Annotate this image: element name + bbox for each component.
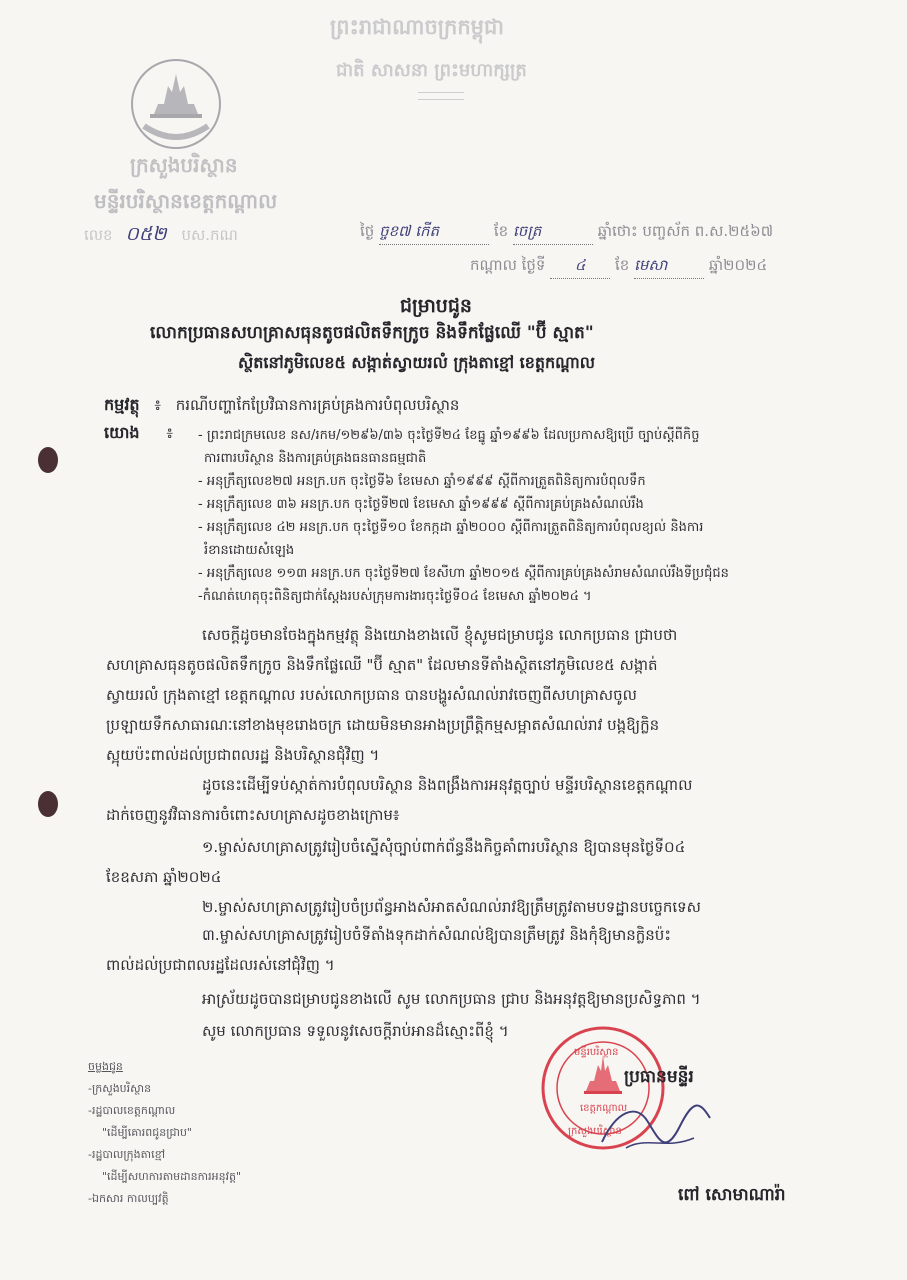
cc-item: -ក្រសួងបរិស្ថាន: [88, 1082, 152, 1095]
handwritten-signature: [596, 1092, 716, 1162]
solar-month-value: មេសា: [634, 256, 704, 279]
measure-item-3: [106, 920, 846, 980]
recipient-intro: ជម្រាបជូន: [400, 295, 472, 317]
national-motto: ជាតិ សាសនា ព្រះមហាក្សត្រ: [336, 60, 527, 81]
reference-item: ការពារបរិស្ថាន និងការគ្រប់គ្រងធនធានធម្មជាតិ: [204, 451, 427, 466]
recipient-address: ស្ថិតនៅភូមិលេខ៥ សង្កាត់ស្វាយរលំ ក្រុងតាខ្មៅ ខេត្តកណ្តាល: [238, 353, 596, 372]
solar-month-prefix: ខែ: [615, 256, 630, 274]
reference-label: យោង: [104, 423, 140, 442]
body-line: សហគ្រាសធុនតូចផលិតទឹកក្រូច និងទឹកផ្លែឈើ "ប៊ី ស្មាត" ដែលមានទីតាំងស្ថិតនៅភូមិលេខ៥ សង្កាត់: [106, 656, 658, 674]
solar-date-line: [470, 256, 767, 279]
cc-item: "ដើម្បីគោរពជូនជ្រាប": [102, 1126, 192, 1139]
reference-label-row: [104, 422, 173, 446]
reference-item: - អនុក្រឹត្យលេខ ៣៦ អនក្រ.បក ចុះថ្ងៃទី២៧ ខែមេសា ឆ្នាំ១៩៩៩ ស្តីពីការគ្រប់គ្រងសំណល់រឹង: [198, 497, 644, 512]
subject-colon: ៖: [154, 396, 161, 414]
reference-item: -កំណត់ហេតុចុះពិនិត្យជាក់ស្តែងរបស់ក្រុមការងារចុះថ្ងៃទី០៤ ខែមេសា ឆ្នាំ២០២៤ ។: [198, 589, 592, 604]
cc-block: [88, 1056, 241, 1210]
binder-hole-bottom: [38, 791, 58, 817]
cc-item: -រដ្ឋបាលខេត្តកណ្តាល: [88, 1104, 176, 1117]
stamp-text-bottom: ក្រសួងបរិស្ថាន: [568, 1126, 622, 1137]
reference-item: - អនុក្រឹត្យលេខ ១១៣ អនក្រ.បក ចុះថ្ងៃទី២៧ ខែសីហា ឆ្នាំ២០១៥ ស្តីពីការគ្រប់គ្រងសំរាមសំណល់រឹងទីប្រជុំជន: [198, 566, 729, 581]
body-line: ស្វាយរលំ ក្រុងតាខ្មៅ ខេត្តកណ្តាល របស់លោកប្រធាន បានបង្ហូរសំណល់រាវចេញពីសហគ្រាសចូល: [106, 686, 637, 704]
lunar-month-value: ចេត្រ: [513, 222, 593, 245]
ministry-name: ក្រសួងបរិស្ថាន: [130, 153, 238, 177]
stamp-text-mid: ខេត្តកណ្តាល: [580, 1103, 628, 1114]
measure-line: ពាល់ដល់ប្រជាពលរដ្ឋដែលរស់នៅជុំវិញ ។: [106, 956, 335, 974]
reference-item: - ព្រះរាជក្រមលេខ នស/រកម/១២៩៦/៣៦ ចុះថ្ងៃទី២៤ ខែធ្នូ ឆ្នាំ១៩៩៦ ដែលប្រកាសឱ្យប្រើ ច្បាប់ស្តីពីកិច្ច: [198, 428, 700, 443]
body-paragraph-2: [106, 770, 846, 830]
cc-item: -ឯកសារ កាលប្បវត្តិ: [88, 1192, 169, 1205]
reference-item: - អនុក្រឹត្យលេខ២៧ អនក្រ.បក ចុះថ្ងៃទី៦ ខែមេសា ឆ្នាំ១៩៩៩ ស្តីពីការត្រួតពិនិត្យការបំពុលទឹក: [198, 474, 646, 489]
lunar-month-prefix: ខែ: [493, 222, 509, 240]
body-line: សេចក្តីដូចមានចែងក្នុងកម្មវត្ថុ និងយោងខាងលើ ខ្ញុំសូមជម្រាបជូន លោកប្រធាន ជ្រាបថា: [202, 626, 678, 644]
reference-item: រំខានដោយសំឡេង: [204, 543, 295, 558]
measure-item-2: ២.ម្ចាស់សហគ្រាសត្រូវរៀបចំប្រព័ន្ធអាងសំអាតសំណល់រាវឱ្យត្រឹមត្រូវតាមបទដ្ឋានបច្ចេកទេស: [202, 898, 701, 916]
lunar-day-value: ច្ចខ៧ កើត: [379, 222, 489, 245]
subject-row: [104, 394, 459, 418]
lunar-date-line: [360, 222, 773, 245]
body-paragraph-1: [106, 620, 846, 770]
solar-day-value: ៤: [550, 256, 610, 279]
letter-number-suffix: បស.កណ: [181, 226, 238, 244]
body-line: ដាក់ចេញនូវវិធានការចំពោះសហគ្រាសដូចខាងក្រោម៖: [106, 806, 400, 824]
subject-label: កម្មវត្ថុ: [104, 395, 140, 414]
reference-item: - អនុក្រឹត្យលេខ ៤២ អនក្រ.បក ចុះថ្ងៃទី១០ ខែកក្កដា ឆ្នាំ២០០០ ស្តីពីការត្រួតពិនិត្យការបំពុលខ្យល់ និងការ: [198, 520, 704, 535]
subject-text: ករណីបញ្ហាកែប្រែវិធានការគ្រប់គ្រងការបំពុលបរិស្ថាន: [175, 396, 460, 414]
reference-colon: ៖: [166, 424, 173, 442]
closing-line-2: សូម លោកប្រធាន ទទួលនូវសេចក្តីរាប់អានដ៏ស្មោះពីខ្ញុំ ។: [202, 1022, 509, 1040]
letter-number-value: ០៥២: [125, 223, 167, 245]
motto-ornament: [418, 92, 464, 100]
body-line: ដូចនេះដើម្បីទប់ស្កាត់ការបំពុលបរិស្ថាន និងពង្រឹងការអនុវត្តច្បាប់ មន្ទីរបរិស្ថានខេត្តកណ្តាល: [202, 776, 693, 794]
measure-item-1: [106, 832, 846, 892]
lunar-day-prefix: ថ្ងៃ: [360, 222, 375, 240]
body-line: ស្អុយប៉ះពាល់ដល់ប្រជាពលរដ្ឋ និងបរិស្ថានជុំវិញ ។: [106, 746, 380, 764]
letter-number: [84, 222, 238, 250]
measure-line: ១.ម្ចាស់សហគ្រាសត្រូវរៀបចំស្នើសុំច្បាប់ពាក់ព័ន្ធនឹងកិច្ចគាំពារបរិស្ថាន ឱ្យបានមុនថ្ងៃទី០៤: [202, 838, 686, 856]
solar-place: កណ្តាល ថ្ងៃទី: [470, 256, 546, 274]
body-line: ប្រឡាយទឹកសាធារណៈនៅខាងមុខរោងចក្រ ដោយមិនមានអាងប្រព្រឹត្តិកម្មសម្អាតសំណល់រាវ បង្កឱ្យក្លិន: [106, 716, 660, 734]
letter-number-prefix: លេខ: [84, 226, 113, 244]
recipient-name: លោកប្រធានសហគ្រាសធុនតូចផលិតទឹកក្រូច និងទឹកផ្លែឈើ "ប៊ី ស្មាត": [150, 323, 594, 343]
department-name: មន្ទីរបរិស្ថានខេត្តកណ្តាល: [94, 189, 278, 213]
lunar-year: ឆ្នាំថោះ បញ្ចស័ក ព.ស.២៥៦៧: [597, 222, 774, 240]
cc-item: "ដើម្បីសហការតាមដានការអនុវត្ត": [102, 1170, 242, 1183]
reference-list: [198, 424, 858, 608]
closing-line-1: អាស្រ័យដូចបានជម្រាបជូនខាងលើ សូម លោកប្រធាន ជ្រាប និងអនុវត្តឱ្យមានប្រសិទ្ធភាព ។: [202, 990, 701, 1008]
signatory-name: ពៅ សោមាណារ៉ា: [678, 1185, 786, 1205]
signatory-title: ប្រធានមន្ទីរ: [624, 1067, 694, 1087]
cc-item: -រដ្ឋបាលក្រុងតាខ្មៅ: [88, 1148, 166, 1161]
solar-year: ឆ្នាំ២០២៤: [708, 256, 768, 274]
ministry-logo: [128, 56, 224, 152]
stamp-text-top: មន្ទីរបរិស្ថាន: [574, 1047, 619, 1058]
measure-line: ៣.ម្ចាស់សហគ្រាសត្រូវរៀបចំទីតាំងទុកដាក់សំណល់ឱ្យបានត្រឹមត្រូវ និងកុំឱ្យមានក្លិនប៉ះ: [202, 926, 671, 944]
binder-hole-top: [38, 447, 58, 473]
cc-title: ចម្លងជូន: [88, 1060, 123, 1073]
kingdom-title: ព្រះរាជាណាចក្រកម្ពុជា: [330, 15, 505, 39]
measure-line: ខែឧសភា ឆ្នាំ២០២៤: [106, 868, 222, 886]
